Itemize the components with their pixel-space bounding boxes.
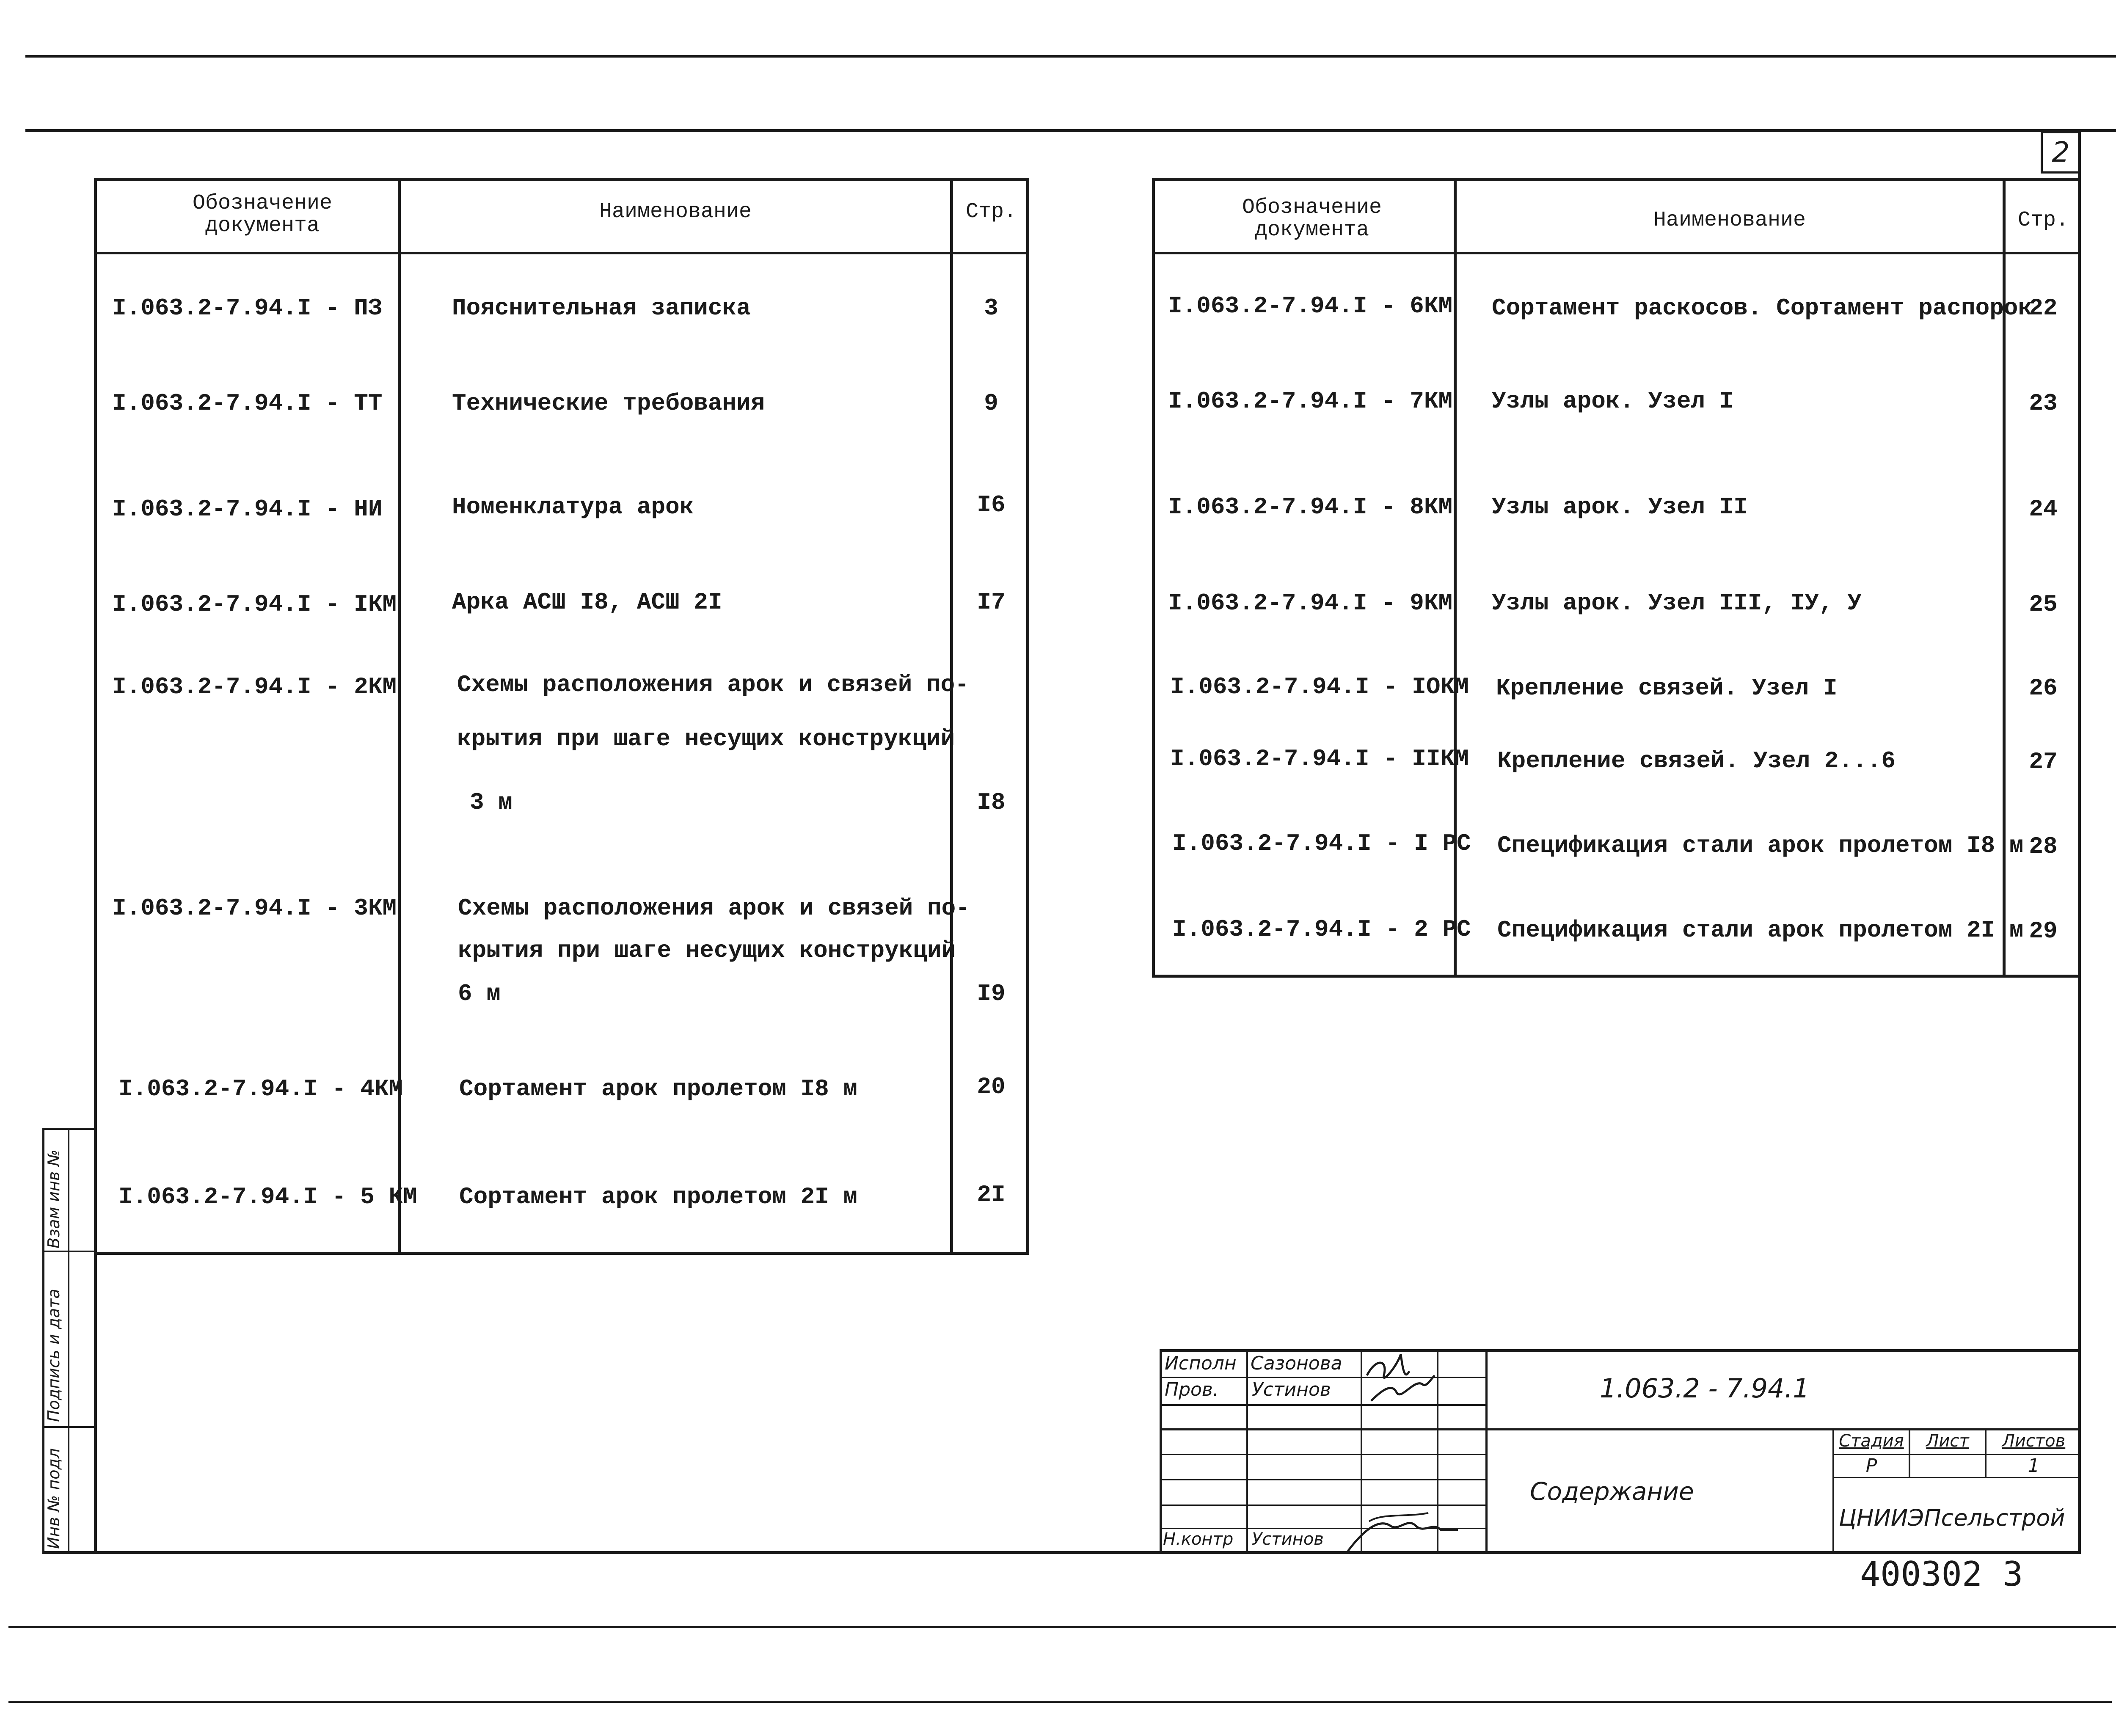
right-row-page: 29: [2029, 918, 2058, 945]
right-table-col-divider-1: [1454, 178, 1457, 978]
document-title: Содержание: [1530, 1477, 1694, 1506]
title-block-col-divider: [1246, 1349, 1248, 1554]
left-row-name: 6 м: [458, 980, 501, 1007]
left-row-name: Схемы расположения арок и связей по-: [457, 671, 969, 698]
archive-number: 400302 3: [1860, 1554, 2023, 1594]
right-header-page: Стр.: [2017, 208, 2069, 232]
sheets-value: 1: [2028, 1455, 2040, 1477]
right-row-code: I.063.2-7.94.I - 7КМ: [1168, 388, 1453, 415]
left-row-page: 20: [977, 1073, 1006, 1100]
right-row-page: 23: [2029, 390, 2058, 417]
sheet-number: 2: [2041, 131, 2081, 174]
right-row-page: 22: [2029, 295, 2058, 322]
side-stamp-row-divider-1: [42, 1251, 97, 1252]
left-row-name: Технические требования: [452, 390, 765, 417]
left-row-name: Сортамент арок пролетом I8 м: [459, 1075, 857, 1102]
left-row-page: 3: [984, 295, 998, 322]
left-row-page: I9: [977, 980, 1006, 1007]
page-bottom-line-2: [8, 1701, 2112, 1703]
right-row-page: 27: [2029, 748, 2058, 775]
left-row-page: I6: [977, 491, 1006, 518]
left-row-code: I.063.2-7.94.I - НИ: [112, 496, 383, 523]
left-row-code: I.063.2-7.94.I - 2КМ: [112, 673, 397, 700]
right-row-name: Спецификация стали арок пролетом 2I м: [1497, 917, 2024, 944]
right-row-code: I.063.2-7.94.I - 8КМ: [1168, 493, 1453, 521]
role-label-norm-control: Н.контр: [1163, 1529, 1234, 1549]
role-name-executor: Сазонова: [1251, 1353, 1342, 1374]
left-header-name: Наименование: [599, 200, 752, 224]
left-header-designation: Обозначение документа: [192, 191, 333, 238]
sheet-label: Лист: [1926, 1431, 1969, 1451]
signature-executor: [1363, 1350, 1439, 1405]
right-row-name: Узлы арок. Узел II: [1492, 493, 1748, 521]
stage-row-divider: [1832, 1477, 2081, 1478]
left-row-code: I.063.2-7.94.I - ТТ: [112, 390, 383, 417]
right-row-name: Узлы арок. Узел III, IУ, У: [1492, 590, 1862, 617]
right-row-name: Узлы арок. Узел I: [1492, 388, 1734, 415]
right-row-code: I.063.2-7.94.I - 6КМ: [1168, 292, 1453, 320]
left-row-name: Сортамент арок пролетом 2I м: [459, 1183, 857, 1210]
page-bottom-line-1: [8, 1626, 2116, 1628]
right-row-name: Крепление связей. Узел 2...6: [1497, 747, 1896, 774]
side-stamp-col-divider: [68, 1128, 69, 1554]
left-row-page: 9: [984, 390, 998, 417]
right-row-name: Спецификация стали арок пролетом I8 м: [1497, 832, 2024, 859]
stage-value: Р: [1865, 1455, 1877, 1477]
stage-label: Стадия: [1839, 1431, 1904, 1451]
right-row-name: Сортамент раскосов. Сортамент распорок: [1492, 295, 2033, 322]
left-row-page: 2I: [977, 1181, 1006, 1208]
organization-name: ЦНИИЭПсельстрой: [1839, 1505, 2065, 1531]
left-row-name: крытия при шаге несущих конструкций: [457, 725, 955, 752]
left-row-code: I.063.2-7.94.I - ПЗ: [112, 295, 383, 322]
title-block-row-divider: [1160, 1454, 1488, 1455]
right-row-code: I.063.2-7.94.I - IIКМ: [1170, 745, 1469, 772]
right-row-page: 25: [2029, 591, 2058, 618]
document-code: 1.063.2 - 7.94.1: [1600, 1373, 1810, 1404]
left-row-code: I.063.2-7.94.I - IКМ: [112, 591, 397, 618]
side-stamp-row-divider-2: [42, 1426, 97, 1428]
left-header-page: Стр.: [965, 200, 1017, 224]
left-row-name: 3 м: [470, 789, 512, 816]
signature-norm-control: [1344, 1509, 1471, 1555]
right-header-name: Наименование: [1653, 208, 1806, 232]
right-header-designation: Обозначение документа: [1242, 196, 1382, 242]
sheets-label: Листов: [2002, 1431, 2066, 1451]
left-row-code: I.063.2-7.94.I - 5 КМ: [118, 1183, 417, 1210]
right-row-name: Крепление связей. Узел I: [1496, 675, 1838, 702]
role-name-norm-control: Устинов: [1252, 1529, 1324, 1549]
right-row-code: I.063.2-7.94.I - 2 РС: [1172, 916, 1471, 943]
left-row-name: Арка АСШ I8, АСШ 2I: [452, 589, 722, 616]
side-stamp-sign-date: Подпись и дата: [44, 1289, 63, 1422]
role-name-checker: Устинов: [1252, 1379, 1331, 1400]
left-row-name: крытия при шаге несущих конструкций: [458, 937, 956, 964]
left-table-col-divider-2: [950, 178, 953, 1255]
right-row-code: I.063.2-7.94.I - 9КМ: [1168, 590, 1453, 617]
right-row-page: 24: [2029, 496, 2058, 523]
left-row-code: I.063.2-7.94.I - 3КМ: [112, 895, 397, 922]
side-stamp-replace-inv: Взам инв №: [44, 1149, 63, 1248]
right-row-code: I.063.2-7.94.I - IОКМ: [1170, 673, 1469, 700]
title-block-row-divider: [1160, 1505, 1488, 1506]
frame-top-line: [25, 129, 2116, 132]
side-stamp-inv-no: Инв № подл: [44, 1448, 63, 1549]
right-table-header-divider: [1152, 252, 2081, 254]
right-row-page: 26: [2029, 675, 2058, 702]
left-table-header-divider: [94, 252, 1029, 254]
title-block-row-divider: [1160, 1428, 2081, 1430]
title-block-row-divider: [1160, 1479, 1488, 1480]
left-row-name: Схемы расположения арок и связей по-: [458, 895, 970, 922]
left-row-name: Пояснительная записка: [452, 295, 751, 322]
left-row-page: I7: [977, 589, 1006, 616]
right-row-code: I.063.2-7.94.I - I РС: [1172, 830, 1471, 857]
left-row-name: Номенклатура арок: [452, 493, 694, 521]
title-block-col-divider: [1485, 1349, 1488, 1554]
right-row-page: 28: [2029, 833, 2058, 860]
role-label-executor: Исполн: [1165, 1353, 1237, 1374]
role-label-checker: Пров.: [1165, 1379, 1219, 1400]
left-row-page: I8: [977, 789, 1006, 816]
left-row-code: I.063.2-7.94.I - 4КМ: [118, 1075, 403, 1102]
top-edge-line: [25, 55, 2116, 58]
